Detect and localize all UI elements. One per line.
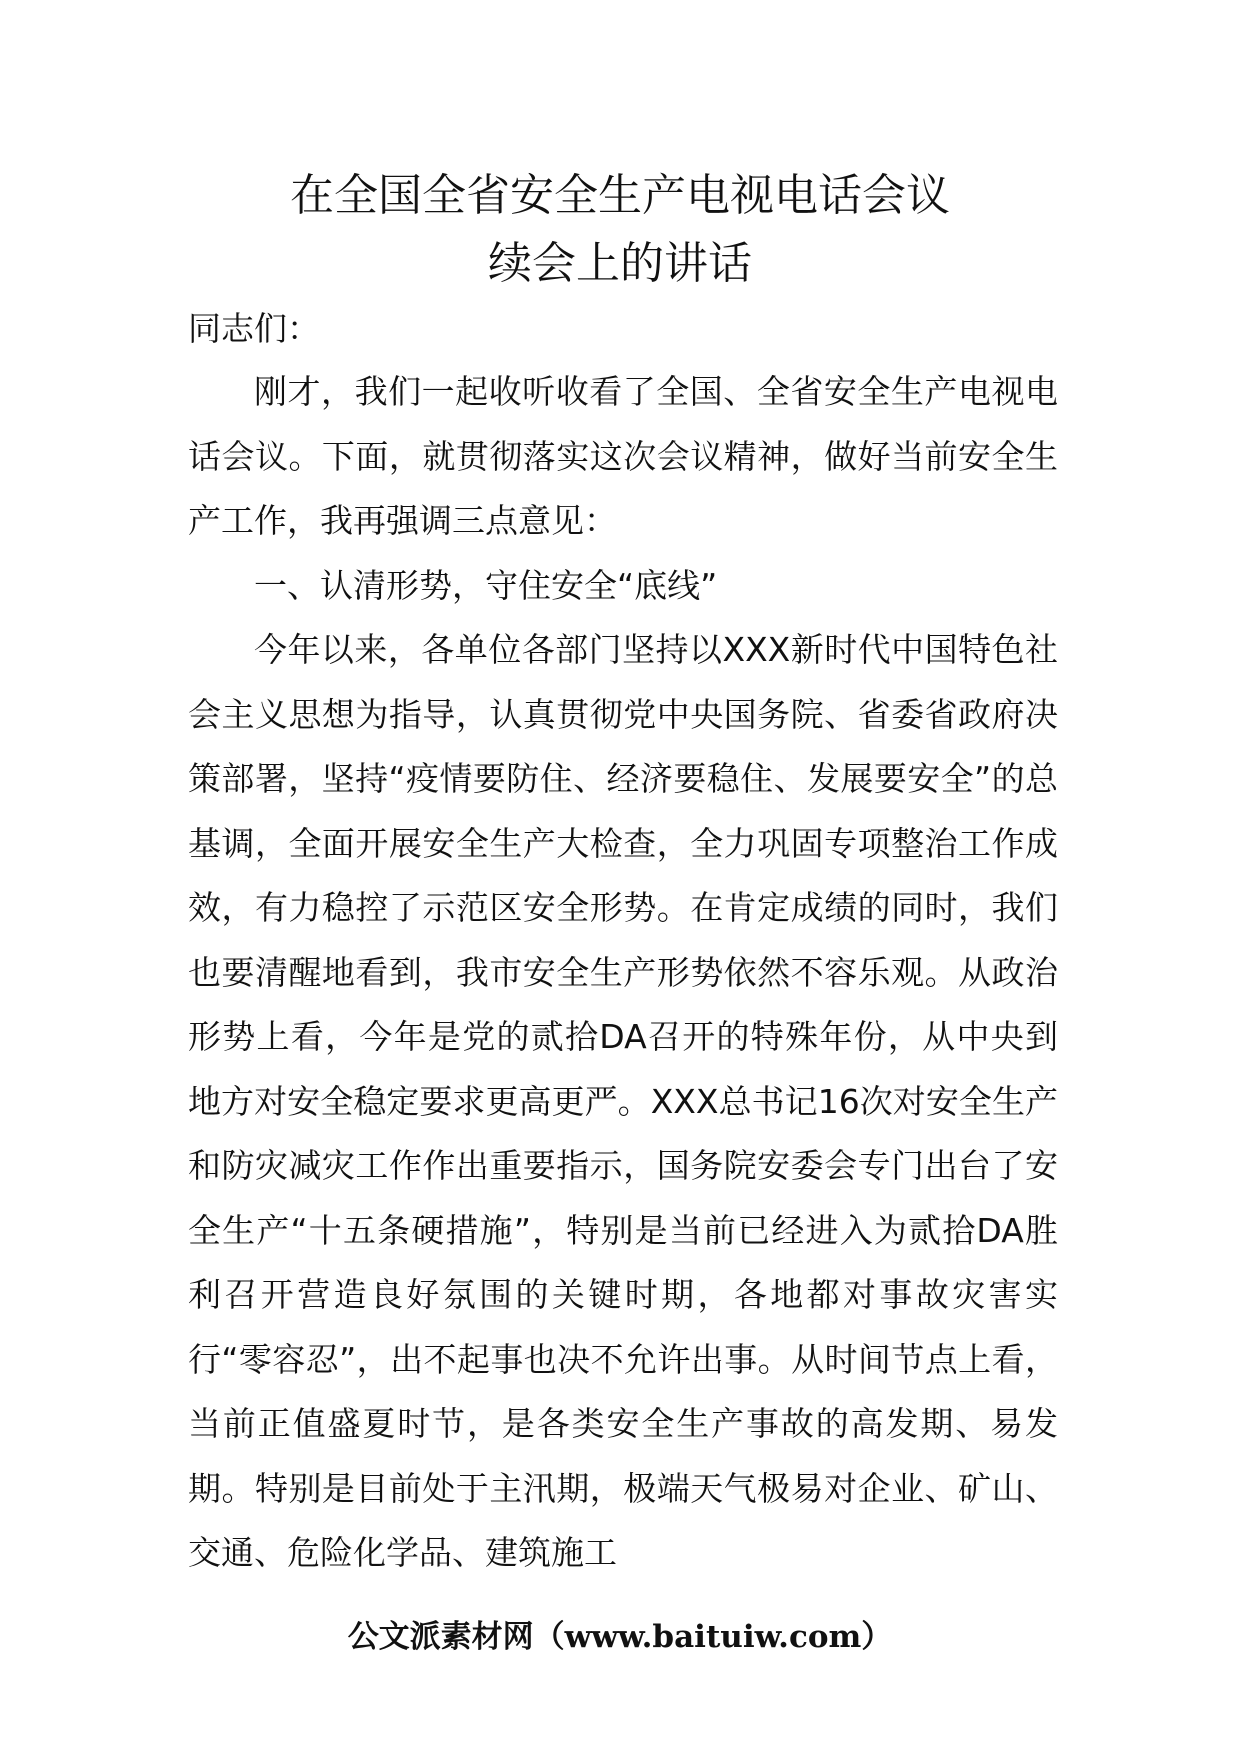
document-title-line-2: 续会上的讲话 bbox=[488, 238, 752, 289]
document-title-line-1: 在全国全省安全生产电视电话会议 bbox=[290, 170, 950, 221]
paragraph-section-1: 今年以来，各单位各部门坚持以XXX新时代中国特色社会主义思想为指导，认真贯彻党中央国务院、省委省政府决策部署，坚持“疫情要防住、经济要稳住、发展要安全”的总基调，全面开展安全生产大检查，全力巩固专项整治工作成效，有力稳控了示范区安全形势。在肯定成绩的同时，我们也要清醒地看到，我市安全生产形势依然不容乐观。从政治形势上看，今年是党的贰拾DA召开的特殊年份，从中央到地方对安全稳定要求更高更严。XXX总书记16次对安全生产和防灾减灾工作作出重要指示，国务院安委会专门出台了安全生产“十五条硬措施”，特别是当前已经进入为贰拾DA胜利召开营造良好氛围的关键时期，各地都对事故灾害实行“零容忍”，出不起事也决不允许出事。从时间节点上看，当前正值盛夏时节，是各类安全生产事故的高发期、易发期。特别是目前处于主汛期，极端天气极易对企业、矿山、交通、危险化学品、建筑施工 bbox=[188, 630, 1058, 1572]
salutation: 同志们： bbox=[188, 309, 320, 348]
footer-watermark: 公文派素材网（www.baituiw.com） bbox=[347, 1619, 893, 1655]
section-heading: 一、认清形势，守住安全“底线” bbox=[254, 566, 718, 605]
paragraph-intro: 刚才，我们一起收听收看了全国、全省安全生产电视电话会议。下面，就贯彻落实这次会议精神，做好当前安全生产工作，我再强调三点意见： bbox=[188, 372, 1058, 540]
